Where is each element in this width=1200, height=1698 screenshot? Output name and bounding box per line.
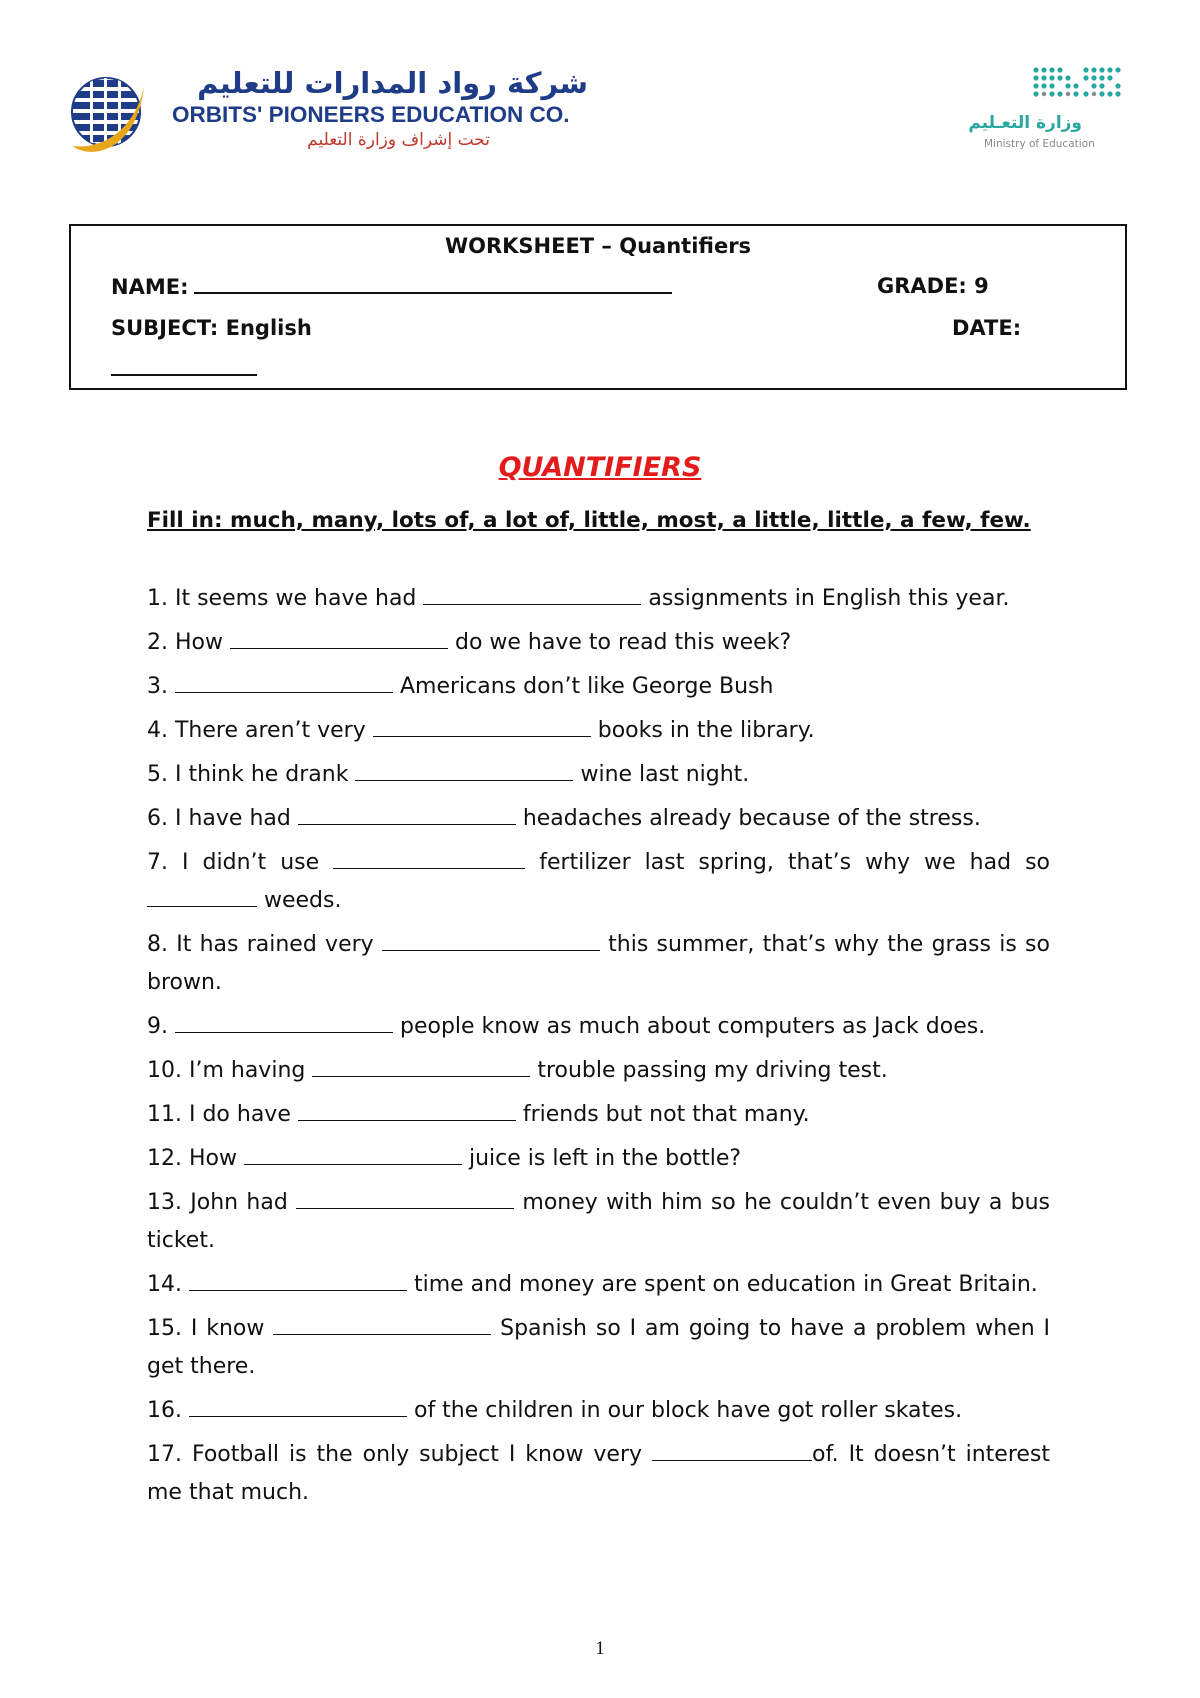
globe-logo-icon [66,66,146,160]
question-item [147,1096,1050,1134]
question-text: do we have to read this week? [447,630,792,655]
question-item [147,1266,1050,1304]
company-name-arabic: شركة رواد المدارات للتعليم [197,66,588,100]
question-text: fertilizer last spring, that’s why we had so [525,850,1050,875]
question-text: this summer, that’s why the grass is so brown. [147,932,1050,995]
answer-blank[interactable] [189,1268,407,1291]
question-text: money with him so he couldn’t even buy a bus ticket. [147,1190,1050,1253]
section-heading: QUANTIFIERS [498,452,702,483]
answer-blank[interactable] [333,846,525,869]
question-text: 1. It seems we have had [147,586,424,611]
question-item [147,712,1050,750]
question-text: 3. [147,674,175,699]
question-item [147,1436,1050,1512]
question-text: 6. I have had [147,806,298,831]
date-blank-line[interactable] [111,374,257,376]
question-item [147,800,1050,838]
question-text: 7. I didn’t use [147,850,334,875]
answer-blank[interactable] [175,1010,393,1033]
question-text: 15. I know [147,1316,274,1341]
question-item [147,1008,1050,1046]
question-text: 12. How [147,1146,244,1171]
answer-blank[interactable] [189,1394,407,1417]
answer-blank[interactable] [296,1186,514,1209]
question-item [147,756,1050,794]
question-text: 17. Football is the only subject I know very [147,1442,652,1467]
question-text: 10. I’m having [147,1058,313,1083]
question-text: 13. John had [147,1190,297,1215]
question-item [147,624,1050,662]
ministry-name-english: Ministry of Education [984,138,1095,150]
question-text: 4. There aren’t very [147,718,373,743]
answer-blank[interactable] [382,928,600,951]
company-name-english: ORBITS' PIONEERS EDUCATION CO. [172,102,570,127]
question-list [147,580,1050,1518]
question-item [147,668,1050,706]
question-text: friends but not that many. [515,1102,810,1127]
ministry-name-arabic: وزارة التعـليم [968,113,1082,133]
worksheet-info-box [69,224,1127,390]
question-text: 2. How [147,630,230,655]
question-item [147,926,1050,1002]
question-text: 5. I think he drank [147,762,356,787]
grade-label: GRADE: 9 [877,274,989,298]
answer-blank[interactable] [373,714,591,737]
question-text: books in the library. [590,718,815,743]
question-text: Spanish so I am going to have a problem when I get there. [147,1316,1051,1379]
question-text: time and money are spent on education in Great Britain. [406,1272,1038,1297]
question-text: 9. [147,1014,175,1039]
question-text: 11. I do have [147,1102,298,1127]
question-text: of. It doesn’t interest me that much. [147,1442,1051,1505]
question-item [147,1140,1050,1178]
name-field[interactable] [111,272,672,301]
question-item [147,1392,1050,1430]
answer-blank[interactable] [652,1438,812,1461]
answer-blank[interactable] [230,626,448,649]
name-blank-line[interactable] [194,272,672,294]
question-text: people know as much about computers as Jack does. [392,1014,986,1039]
answer-blank[interactable] [273,1312,491,1335]
question-text: assignments in English this year. [641,586,1010,611]
question-item [147,844,1050,920]
name-label: NAME: [111,275,189,299]
question-item [147,1184,1050,1260]
question-text: 14. [147,1272,189,1297]
company-subtitle-arabic: تحت إشراف وزارة التعليم [307,130,490,150]
question-text: weeds. [257,888,342,913]
worksheet-title: WORKSHEET – Quantifiers [444,234,752,258]
question-item [147,1052,1050,1090]
question-text: juice is left in the bottle? [461,1146,742,1171]
instructions: Fill in: much, many, lots of, a lot of, little, most, a little, little, a few, few. [147,508,1031,533]
answer-blank[interactable] [175,670,393,693]
question-text: Americans don’t like George Bush [392,674,774,699]
answer-blank[interactable] [355,758,573,781]
question-item [147,1310,1050,1386]
question-text: wine last night. [573,762,750,787]
question-item [147,580,1050,618]
answer-blank[interactable] [244,1142,462,1165]
question-text: headaches already because of the stress. [515,806,981,831]
question-text: 8. It has rained very [147,932,382,957]
answer-blank[interactable] [298,1098,516,1121]
answer-blank[interactable] [147,884,257,907]
question-text: of the children in our block have got roller skates. [406,1398,963,1423]
answer-blank[interactable] [298,802,516,825]
answer-blank[interactable] [312,1054,530,1077]
date-label: DATE: [952,316,1022,340]
subject-label: SUBJECT: English [111,316,312,340]
question-text: 16. [147,1398,189,1423]
question-text: trouble passing my driving test. [530,1058,888,1083]
page-number: 1 [595,1638,605,1659]
answer-blank[interactable] [423,582,641,605]
